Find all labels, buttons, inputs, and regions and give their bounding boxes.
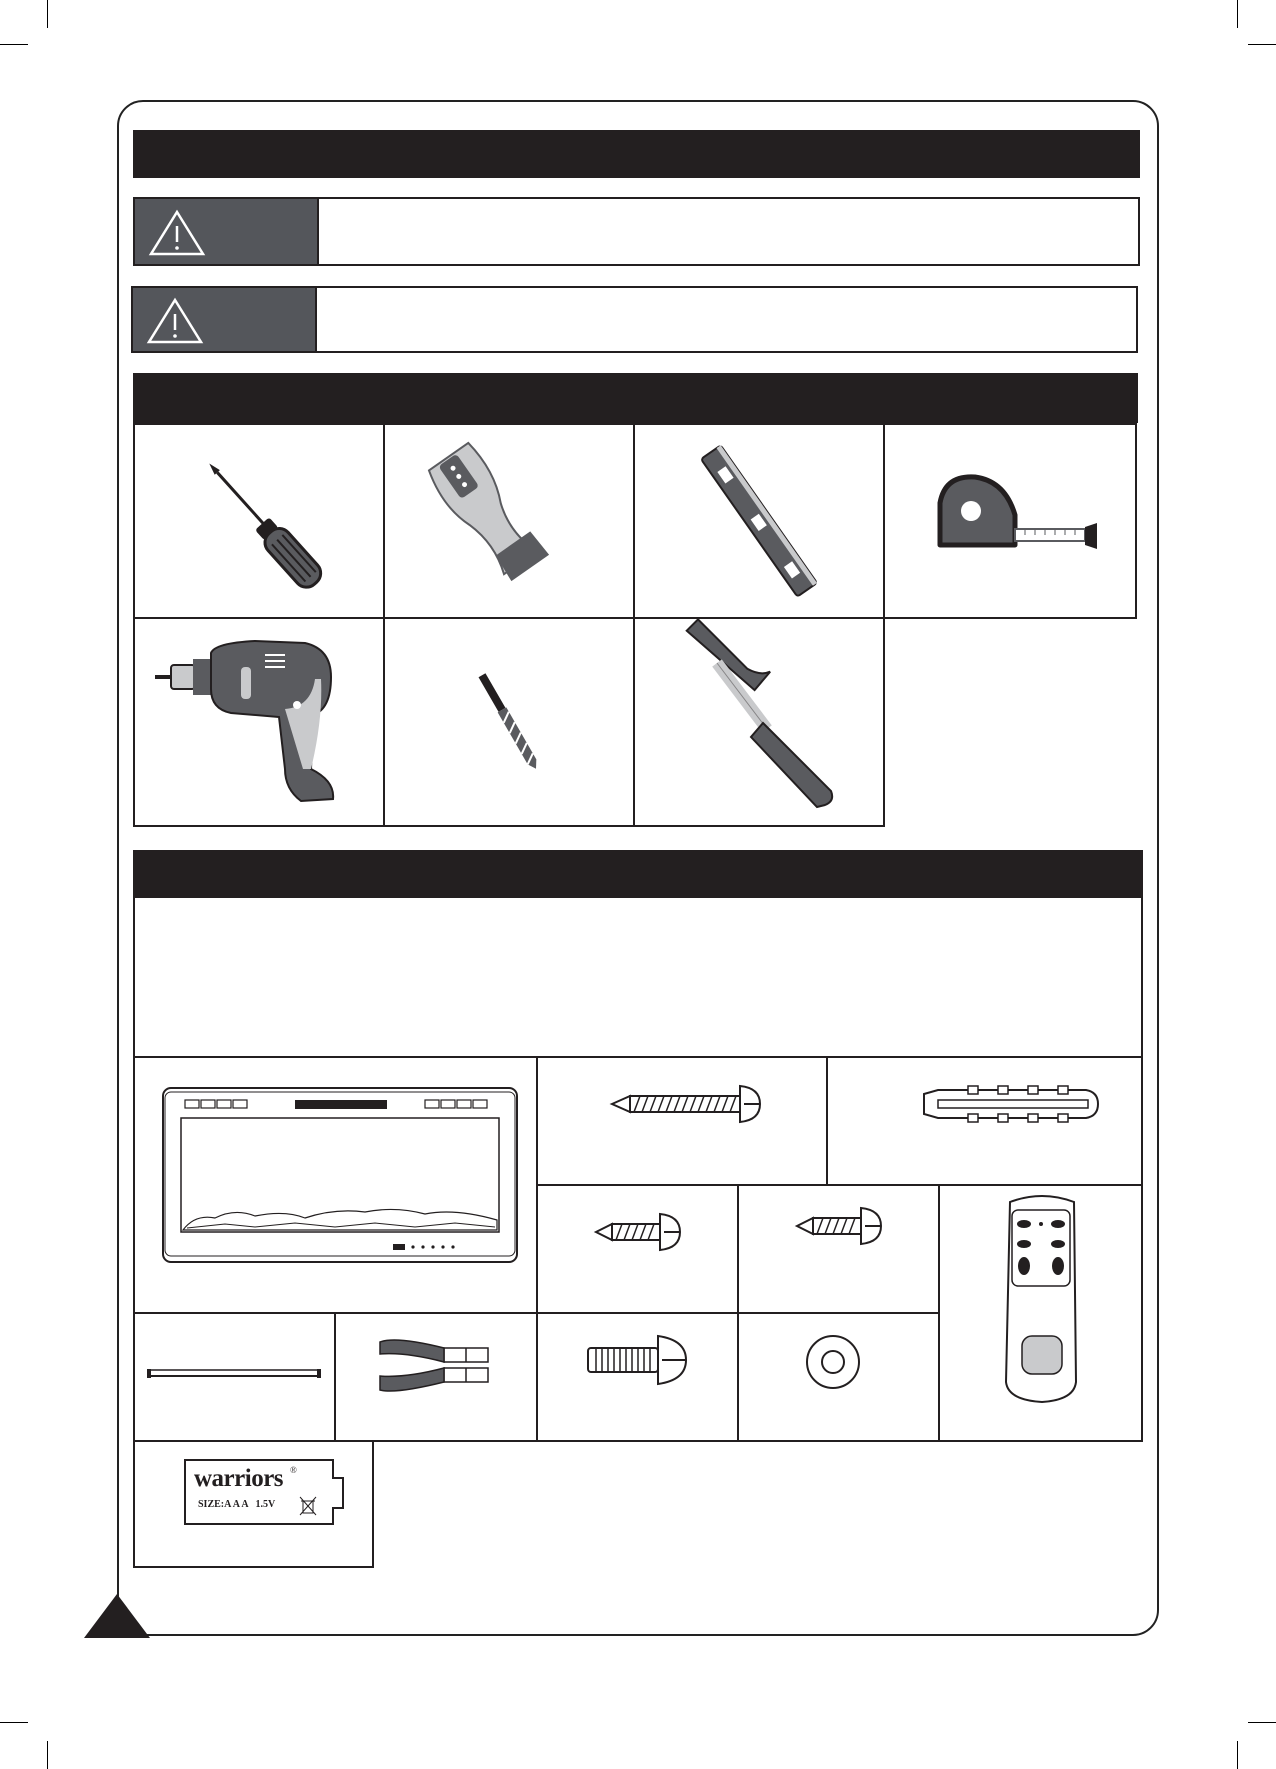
parts-header-bar [133,850,1143,900]
tool-cell-spirit-level [633,423,885,619]
battery-terminal [332,1477,344,1509]
part-cell-fireplace [133,1056,538,1314]
part-cell-long-screw [536,1056,828,1186]
crop-mark-bottom-right-v [1237,1741,1238,1769]
tool-cell-stud-finder [383,423,635,619]
section-header-bar [133,130,1140,178]
crop-mark-bottom-right-h [1248,1722,1276,1723]
spirit-level-icon [635,425,883,617]
warning-tag [135,199,319,264]
part-cell-remote [938,1184,1143,1442]
machine-bolt-icon [538,1314,737,1440]
part-cell-washer [737,1312,940,1442]
wall-anchor-icon [828,1058,1141,1184]
screwdriver-icon [135,425,383,617]
bracket-rail-icon [135,1314,334,1440]
part-cell-machine-bolt [536,1312,739,1442]
part-cell-bracket-rail [133,1312,336,1442]
page-corner-triangle [84,1594,150,1638]
remote-control-icon [940,1186,1141,1440]
battery-icon [184,1459,334,1525]
hammer-icon [635,619,883,825]
tool-cell-drill-bit [383,617,635,827]
tool-cell-screwdriver [133,423,385,619]
crop-mark-top-left-h [0,44,28,45]
part-cell-short-screw-1 [536,1184,739,1314]
fireplace-icon [135,1058,536,1312]
part-cell-wall-anchor [826,1056,1143,1186]
tool-cell-hammer [633,617,885,827]
part-cell-hinge-bracket [334,1312,538,1442]
power-drill-icon [135,619,383,825]
warning-box-1 [133,197,1140,266]
part-cell-short-screw-2 [737,1184,940,1314]
stud-finder-icon [385,425,633,617]
crop-mark-top-right-h [1248,44,1276,45]
short-screw-icon [538,1186,737,1312]
crop-mark-top-left-v [47,0,48,28]
tape-measure-icon [885,425,1135,617]
warning-box-2 [131,286,1138,353]
tool-cell-power-drill [133,617,385,827]
battery-brand: warriors [194,1465,284,1492]
warning-triangle-icon [145,296,205,346]
washer-icon [739,1314,938,1440]
parts-description-box [133,898,1143,1058]
battery-size: SIZE:A A A 1.5V [198,1499,276,1510]
warning-triangle-icon [147,208,207,258]
crop-mark-bottom-left-v [47,1741,48,1769]
battery-registered-mark: ® [290,1465,297,1475]
recycle-bin-crossed-icon [298,1495,318,1517]
short-screw-icon [739,1186,938,1312]
crop-mark-top-right-v [1237,0,1238,28]
long-screw-icon [538,1058,826,1184]
drill-bit-icon [385,619,633,825]
tools-header-bar [133,373,1138,423]
warning-tag [133,288,317,351]
part-cell-battery [133,1440,374,1568]
hinge-bracket-icon [336,1314,536,1440]
tool-cell-tape-measure [883,423,1137,619]
crop-mark-bottom-left-h [0,1722,28,1723]
